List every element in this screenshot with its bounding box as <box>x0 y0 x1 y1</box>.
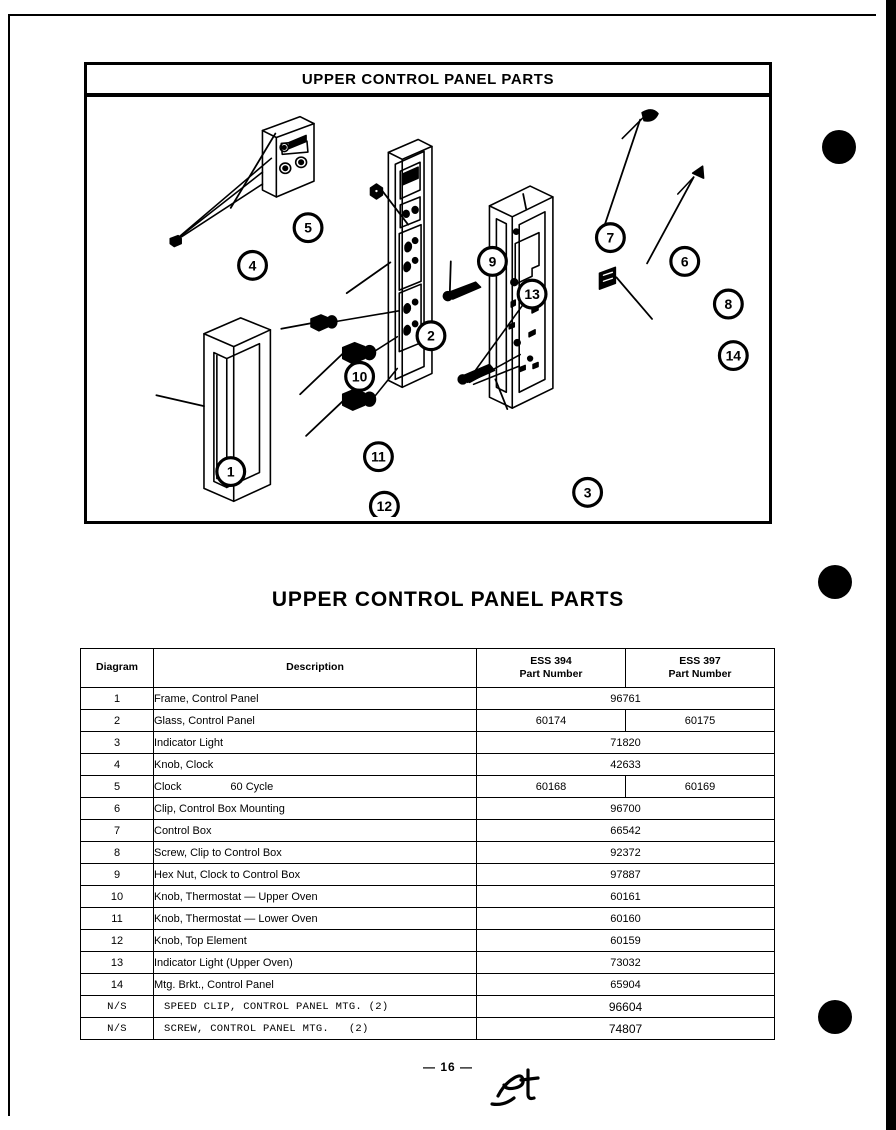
scan-edge <box>886 0 896 1130</box>
page-title: UPPER CONTROL PANEL PARTS <box>271 588 625 611</box>
cell-part-number-ess394: 60174 <box>477 710 626 732</box>
cell-part-number-shared: 97887 <box>477 864 775 886</box>
part-indicator-light-upper <box>443 282 480 300</box>
header-part-number-ess397 <box>626 649 775 688</box>
cell-part-number-shared: 96761 <box>477 688 775 710</box>
cell-description: Indicator Light <box>154 732 477 754</box>
part-knob-thermostat-lower <box>343 343 376 364</box>
callout-balloon-9 <box>479 248 507 276</box>
table-row <box>81 710 775 732</box>
callout-balloon-5 <box>294 214 322 242</box>
header-diagram: Diagram <box>81 649 154 688</box>
cell-diagram-number: 4 <box>81 754 154 776</box>
cell-diagram-number: 1 <box>81 688 154 710</box>
cell-diagram-number: N/S <box>81 996 154 1018</box>
callout-number: 6 <box>680 253 689 270</box>
cell-part-number-shared: 42633 <box>477 754 775 776</box>
cell-description: SCREW, CONTROL PANEL MTG. (2) <box>154 1018 477 1040</box>
cell-part-number-shared: 60160 <box>477 908 775 930</box>
callout-balloon-2 <box>417 322 445 350</box>
cell-part-number-shared: 92372 <box>477 842 775 864</box>
diagram-panel <box>84 62 772 524</box>
callout-number: 2 <box>427 327 435 344</box>
cell-part-number-shared: 74807 <box>477 1018 775 1040</box>
table-row <box>81 886 775 908</box>
header-part-number-ess394 <box>477 649 626 688</box>
callout-number: 7 <box>606 229 615 246</box>
cell-part-number-shared: 60161 <box>477 886 775 908</box>
table-row <box>81 776 775 798</box>
part-clock-assembly <box>262 117 314 197</box>
table-row <box>81 798 775 820</box>
cell-description: Clip, Control Box Mounting <box>154 798 477 820</box>
table-row <box>81 754 775 776</box>
part-screw-clip <box>678 166 704 194</box>
table-row <box>81 908 775 930</box>
cell-description: Frame, Control Panel <box>154 688 477 710</box>
cell-diagram-number: 6 <box>81 798 154 820</box>
callout-balloon-6 <box>671 248 699 276</box>
callout-number: 3 <box>583 484 592 501</box>
callout-number: 14 <box>725 347 742 364</box>
cell-diagram-number: 14 <box>81 974 154 996</box>
part-mounting-bracket <box>599 267 615 289</box>
part-hex-nut-clock <box>371 184 383 199</box>
cell-diagram-number: 3 <box>81 732 154 754</box>
table-row <box>81 820 775 842</box>
leader-knob-11 <box>372 337 397 353</box>
callout-balloon-3 <box>574 478 602 506</box>
callout-number: 4 <box>248 257 257 274</box>
cell-diagram-number: 2 <box>81 710 154 732</box>
parts-table-body <box>81 688 775 1040</box>
cell-description: Glass, Control Panel <box>154 710 477 732</box>
cell-diagram-number: 10 <box>81 886 154 908</box>
cell-part-number-shared: 66542 <box>477 820 775 842</box>
diagram-canvas <box>87 97 769 517</box>
cell-diagram-number: 12 <box>81 930 154 952</box>
cell-description: Indicator Light (Upper Oven) <box>154 952 477 974</box>
header-description: Description <box>154 649 477 688</box>
callout-balloon-14 <box>719 342 747 370</box>
parts-table <box>80 648 775 1040</box>
cell-description: Knob, Thermostat — Upper Oven <box>154 886 477 908</box>
cell-part-number-shared: 73032 <box>477 952 775 974</box>
cell-description: Screw, Clip to Control Box <box>154 842 477 864</box>
cell-part-number-shared: 65904 <box>477 974 775 996</box>
cell-description: SPEED CLIP, CONTROL PANEL MTG. (2) <box>154 996 477 1018</box>
header-ess394-model: ESS 394 <box>530 654 572 667</box>
cell-part-number-shared: 96700 <box>477 798 775 820</box>
handwritten-mark <box>488 1062 548 1108</box>
callout-balloon-13 <box>518 280 546 308</box>
part-clip-control-box <box>622 110 658 139</box>
table-row <box>81 732 775 754</box>
cell-description: Knob, Thermostat — Lower Oven <box>154 908 477 930</box>
callout-balloon-7 <box>597 224 625 252</box>
part-knob-thermostat-upper <box>311 315 337 331</box>
table-row <box>81 1018 775 1040</box>
exploded-parts-drawing <box>87 97 769 517</box>
cell-diagram-number: 9 <box>81 864 154 886</box>
part-knob-top-element <box>343 389 376 410</box>
callout-balloon-group <box>217 214 747 517</box>
leader-clock-1 <box>174 184 262 241</box>
parts-table-container <box>80 648 770 1040</box>
table-header-row <box>81 649 775 688</box>
cell-diagram-number: 7 <box>81 820 154 842</box>
callout-number: 11 <box>371 448 386 465</box>
cell-part-number-ess397: 60175 <box>626 710 775 732</box>
table-row <box>81 974 775 996</box>
table-row <box>81 688 775 710</box>
table-row <box>81 952 775 974</box>
cell-diagram-number: 8 <box>81 842 154 864</box>
table-row <box>81 842 775 864</box>
cell-description: Clock 60 Cycle <box>154 776 477 798</box>
callout-number: 9 <box>488 253 497 270</box>
table-row <box>81 996 775 1018</box>
callout-number: 12 <box>376 498 393 515</box>
cell-part-number-ess397: 60169 <box>626 776 775 798</box>
diagram-panel-title: UPPER CONTROL PANEL PARTS <box>301 70 555 88</box>
callout-number: 8 <box>724 295 733 312</box>
cell-description: Knob, Clock <box>154 754 477 776</box>
table-row <box>81 864 775 886</box>
callout-number: 10 <box>351 368 368 385</box>
callout-balloon-10 <box>346 363 374 391</box>
callout-number: 5 <box>304 219 312 236</box>
cell-diagram-number: 5 <box>81 776 154 798</box>
page-footer <box>0 1058 896 1076</box>
leader-clock-2 <box>176 172 262 239</box>
header-ess397-label: Part Number <box>668 668 732 680</box>
cell-part-number-shared: 71820 <box>477 732 775 754</box>
callout-balloon-12 <box>371 492 399 517</box>
header-ess397-model: ESS 397 <box>679 654 721 667</box>
cell-description: Hex Nut, Clock to Control Box <box>154 864 477 886</box>
leader-clock-3 <box>178 158 271 237</box>
callout-number: 13 <box>524 286 540 303</box>
cell-description: Control Box <box>154 820 477 842</box>
callout-balloon-11 <box>365 443 393 471</box>
table-row <box>81 930 775 952</box>
punch-hole <box>818 1000 852 1034</box>
cell-part-number-shared: 96604 <box>477 996 775 1018</box>
callout-number: 1 <box>226 463 235 480</box>
diagram-title-bar <box>87 65 769 97</box>
punch-hole <box>822 130 856 164</box>
cell-part-number-shared: 60159 <box>477 930 775 952</box>
header-ess394-label: Part Number <box>519 668 583 680</box>
cell-diagram-number: 11 <box>81 908 154 930</box>
callout-balloon-4 <box>239 251 267 279</box>
cell-description: Mtg. Brkt., Control Panel <box>154 974 477 996</box>
callout-balloon-8 <box>714 290 742 318</box>
callout-balloon-1 <box>217 458 245 486</box>
cell-diagram-number: 13 <box>81 952 154 974</box>
cell-description: Knob, Top Element <box>154 930 477 952</box>
cell-part-number-ess394: 60168 <box>477 776 626 798</box>
page-number: — 16 — <box>422 1060 473 1074</box>
cell-diagram-number: N/S <box>81 1018 154 1040</box>
